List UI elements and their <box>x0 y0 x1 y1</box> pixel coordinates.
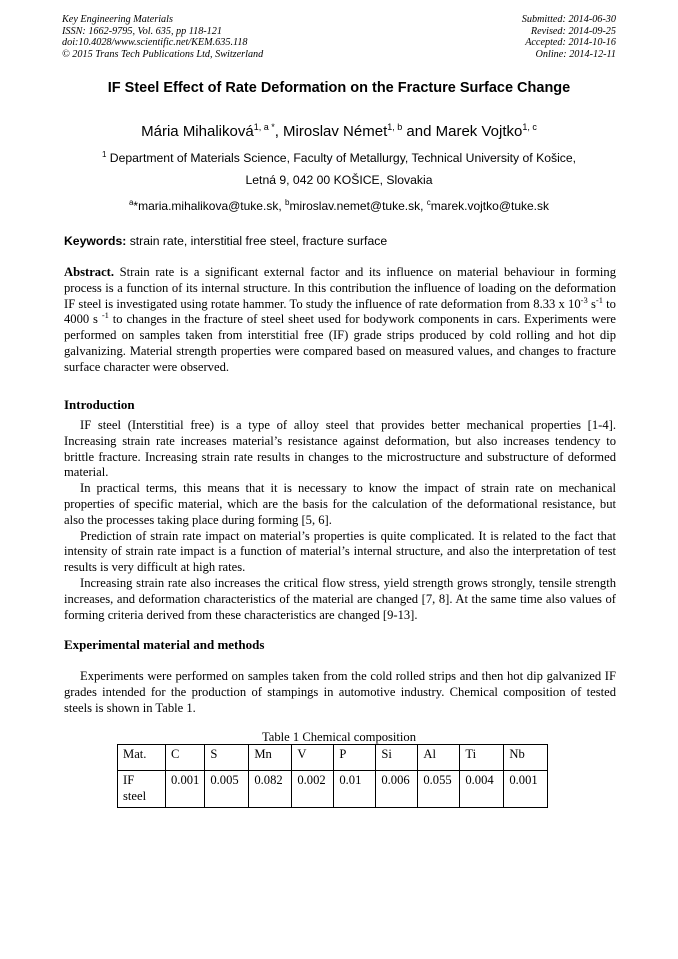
email-link[interactable]: *maria.mihalikova@tuke.sk, <box>133 199 285 213</box>
paper-title: IF Steel Effect of Rate Deformation on the Fracture Surface Change <box>107 80 571 96</box>
paragraph: Experiments were performed on samples taken from the cold rolled strips and then hot dip galvanized IF grades intended for the production of stampings in automotive industry. Chemical composition of tested steels is shown in Table 1. <box>64 669 616 715</box>
paragraph: Increasing strain rate also increases the critical flow stress, yield strength grows strongly, tensile strength increases, and deformation characteristics of the material are changed [7, 8]. At the same time also values of forming criteria derived from these characteristics are changed [9-13]. <box>64 575 616 622</box>
date-submitted: Submitted: 2014-06-30 <box>521 14 616 25</box>
abstract-label: Abstract. <box>64 265 115 279</box>
table-header-cell: S <box>205 745 249 771</box>
table-cell: IF steel <box>118 771 166 808</box>
table-cell: 0.001 <box>504 771 548 808</box>
author-name: Marek Vojtko <box>435 123 523 140</box>
table-caption: Table 1 Chemical composition <box>261 730 417 744</box>
table-cell: 0.01 <box>334 771 376 808</box>
date-accepted: Accepted: 2014-10-16 <box>525 37 616 49</box>
author-list: Mária Mihaliková$^{1, a *}$, Miroslav Német$^{1, b}$ and Marek Vojtko$^{1, c}$ <box>141 122 537 140</box>
journal-name: Key Engineering Materials <box>62 14 173 25</box>
paragraph: IF steel (Interstitial free) is a type of alloy steel that provides better mechanical properties [1-4]. Increasing strain rate increases material’s resistance against deformation, but also increases tendency to brittle fracture. Increasing strain rate results in changes to the microstructure and substructure of deformed material. <box>64 418 616 480</box>
table-cell: 0.082 <box>249 771 292 808</box>
methods-body <box>64 669 616 716</box>
author-name: Mária Mihaliková <box>141 123 254 140</box>
keywords-text: strain rate, interstitial free steel, fracture surface <box>126 234 388 248</box>
author-affiliation-mark: 1, c <box>522 122 537 132</box>
introduction-body <box>64 418 616 623</box>
affiliation-line-2: Letná 9, 042 00 KOŠICE, Slovakia <box>245 173 433 187</box>
table-header-cell: P <box>334 745 376 771</box>
abstract: Abstract. Strain rate is a significant external factor and its influence on material behaviour in forming process is a function of its internal structure. In this contribution the influence of loading on the deformation IF steel is investigated using rotate hammer. To study the influence of rate deformation from 8.33 x $10^{-3}$ $s^{-1}$ to 4000 s $^{-1}$ to changes in the fracture of steel sheet used for bodywork components in cars. Experiments were performed on samples taken from interstitial free (IF) grade strips produced by cold rolling and hot dip galvanizing. Material strength properties were compared based on measured values, and changes to fracture surface character were observed. <box>64 265 616 374</box>
table-header-cell: Si <box>376 745 418 771</box>
author-name: Miroslav Német <box>283 123 388 140</box>
table-cell: 0.001 <box>166 771 205 808</box>
date-revised: Revised: 2014-09-25 <box>530 25 616 37</box>
keywords <box>64 234 616 248</box>
table-cell: 0.055 <box>418 771 460 808</box>
section-heading-introduction: Introduction <box>64 397 135 412</box>
journal-issn: ISSN: 1662-9795, Vol. 635, pp 118-121 <box>62 25 222 37</box>
affiliation-line-1: $^1$ Department of Materials Science, Faculty of Metallurgy, Technical University of Košice, <box>101 150 577 166</box>
author-emails: $^a$*maria.mihalikova@tuke.sk, $^b$miroslav.nemet@tuke.sk, $^c$marek.vojtko@tuke.sk <box>128 198 550 213</box>
table-cell: 0.004 <box>460 771 504 808</box>
table-header-cell: Al <box>418 745 460 771</box>
paragraph: Prediction of strain rate impact on material’s properties is quite complicated. It is related to the fact that intensity of strain rate impact is a function of material’s internal structure, and also the interpretation of test results is very difficult at high rates. <box>64 528 616 575</box>
table-row <box>118 771 548 808</box>
journal-doi: doi:10.4028/www.scientific.net/KEM.635.118 <box>62 37 248 49</box>
table-header-cell: C <box>166 745 205 771</box>
author-affiliation-mark: 1, b <box>387 122 403 132</box>
table-header-cell: Nb <box>504 745 548 771</box>
author-affiliation-mark: 1, a * <box>253 122 275 132</box>
journal-info <box>62 14 263 60</box>
email-link[interactable]: miroslav.nemet@tuke.sk, <box>289 199 427 213</box>
table-header-row <box>118 745 548 771</box>
email-link[interactable]: marek.vojtko@tuke.sk <box>430 199 550 213</box>
table-header-cell: Mat. <box>118 745 166 771</box>
chemical-composition-table <box>117 744 548 808</box>
table-cell: 0.002 <box>292 771 334 808</box>
table-header-cell: V <box>292 745 334 771</box>
keywords-label: Keywords: <box>64 234 127 248</box>
table-cell: 0.006 <box>376 771 418 808</box>
submission-dates <box>522 14 616 60</box>
table-header-cell: Mn <box>249 745 292 771</box>
date-online: Online: 2014-12-11 <box>535 48 616 60</box>
table-cell: 0.005 <box>205 771 249 808</box>
journal-copyright: © 2015 Trans Tech Publications Ltd, Switzerland <box>62 48 264 60</box>
section-heading-methods: Experimental material and methods <box>64 637 265 652</box>
paragraph: In practical terms, this means that it is necessary to know the impact of strain rate on mechanical properties of specific material, which are the basis for the calculation of the deformational resistance, but also the processes taking place during forming [5, 6]. <box>64 481 616 527</box>
table-header-cell: Ti <box>460 745 504 771</box>
